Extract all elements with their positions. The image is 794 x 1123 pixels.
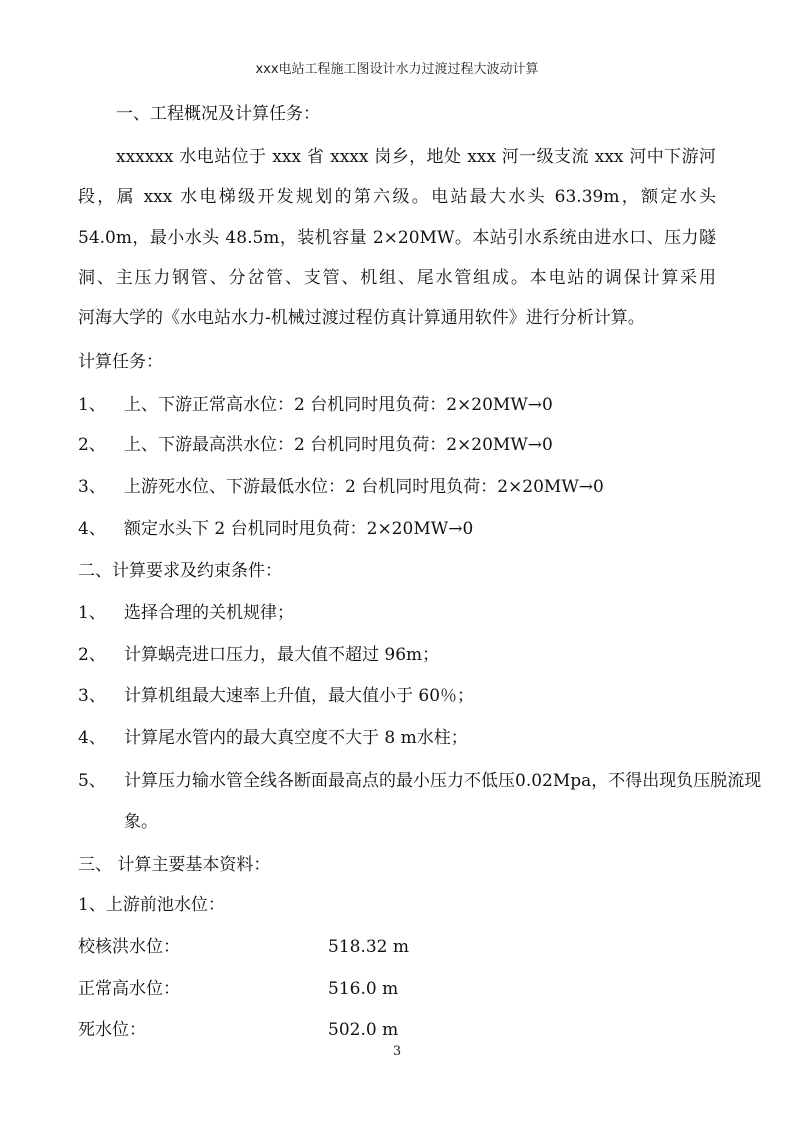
water-level-value-3: 502.0 m (328, 1020, 399, 1040)
tasks-heading: 计算任务： (78, 352, 163, 372)
page-header: xxx电站工程施工图设计水力过渡过程大波动计算 (255, 62, 539, 77)
task-text-3: 上游死水位、下游最低水位：2 台机同时甩负荷：2×20MW→0 (124, 477, 604, 497)
task-text-2: 上、下游最高洪水位：2 台机同时甩负荷：2×20MW→0 (124, 435, 553, 455)
requirement-text-3: 计算机组最大速率上升值，最大值小于 60％； (124, 686, 475, 706)
section3-heading: 三、 计算主要基本资料： (78, 855, 271, 875)
requirement-number-3: 3、 (78, 686, 106, 706)
requirement-number-2: 2、 (78, 645, 106, 665)
task-text-4: 额定水头下 2 台机同时甩负荷：2×20MW→0 (124, 519, 474, 539)
requirement-number-5: 5、 (78, 771, 106, 791)
water-level-value-2: 516.0 m (328, 979, 399, 999)
task-number-3: 3、 (78, 477, 106, 497)
paragraph-line-3: 54.0m，最小水头 48.5m，装机容量 2×20MW。本站引水系统由进水口、压力隧 (78, 228, 716, 248)
paragraph-line-5: 河海大学的《水电站水力-机械过渡过程仿真计算通用软件》进行分析计算。 (78, 308, 645, 328)
water-level-label-2: 正常高水位： (78, 979, 180, 999)
section2-heading: 二、计算要求及约束条件： (78, 561, 282, 581)
section3-subheading: 1、上游前池水位： (78, 895, 225, 915)
task-text-1: 上、下游正常高水位：2 台机同时甩负荷：2×20MW→0 (124, 395, 553, 415)
page-number: 3 (392, 1044, 402, 1059)
section1-heading: 一、工程概况及计算任务： (116, 104, 320, 124)
paragraph-line-4: 洞、主压力钢管、分岔管、支管、机组、尾水管组成。本电站的调保计算采用 (78, 268, 716, 288)
water-level-value-1: 518.32 m (328, 937, 410, 957)
task-number-2: 2、 (78, 435, 106, 455)
paragraph-line-1: xxxxxx 水电站位于 xxx 省 xxxx 岗乡，地处 xxx 河一级支流 xxx 河中下游河 (116, 147, 716, 167)
water-level-label-3: 死水位： (78, 1020, 146, 1040)
water-level-label-1: 校核洪水位： (78, 937, 180, 957)
paragraph-line-2: 段，属 xxx 水电梯级开发规划的第六级。电站最大水头 63.39m，额定水头 (78, 187, 716, 207)
requirement-number-4: 4、 (78, 728, 106, 748)
requirement-text-5-continued: 象。 (124, 812, 158, 832)
requirement-text-4: 计算尾水管内的最大真空度不大于 8 m水柱； (124, 728, 468, 748)
task-number-4: 4、 (78, 519, 106, 539)
requirement-text-2: 计算蜗壳进口压力，最大值不超过 96m； (124, 645, 440, 665)
task-number-1: 1、 (78, 395, 106, 415)
requirement-number-1: 1、 (78, 603, 106, 623)
requirement-text-5: 计算压力输水管全线各断面最高点的最小压力不低压0.02Mpa，不得出现负压脱流现 (124, 771, 762, 791)
requirement-text-1: 选择合理的关机规律； (124, 603, 294, 623)
